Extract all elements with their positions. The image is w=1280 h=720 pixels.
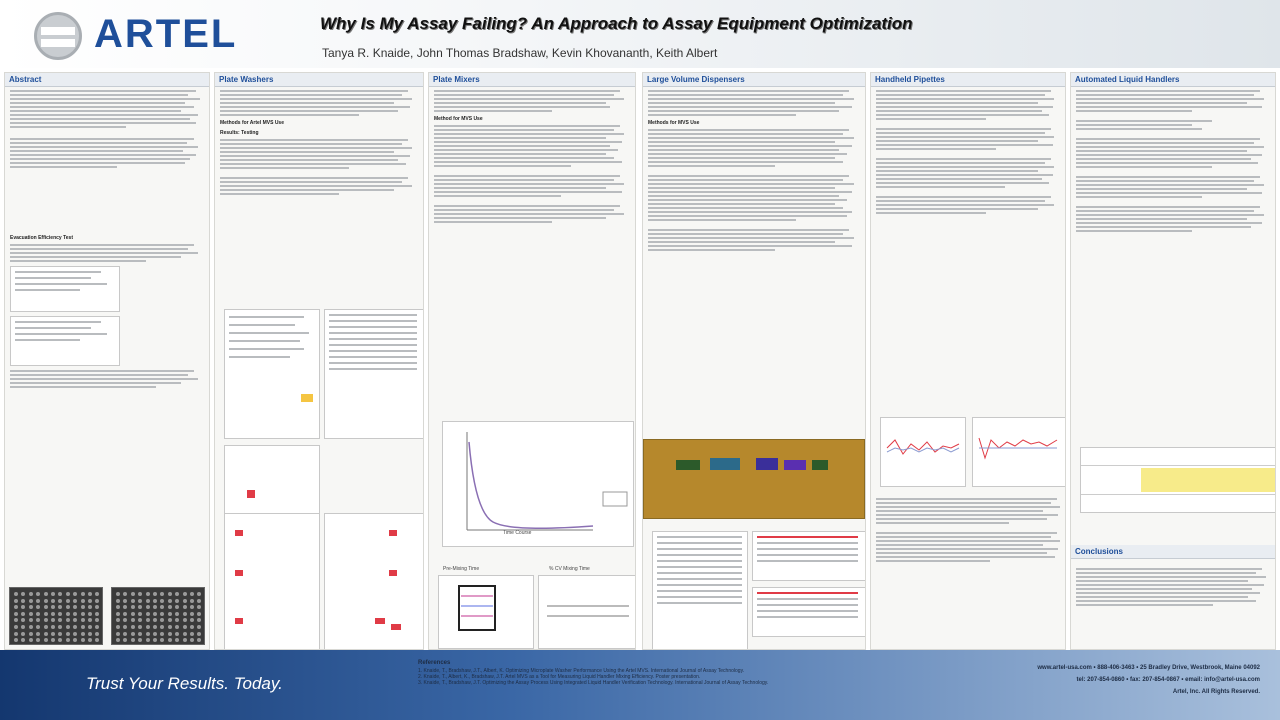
plate-well — [36, 632, 40, 636]
plate-well — [73, 612, 77, 616]
dispensers-methods-text — [648, 129, 860, 251]
plate-well — [29, 592, 33, 596]
plate-well — [44, 605, 48, 609]
plate-well — [36, 618, 40, 622]
mixing-time-chart — [438, 566, 534, 649]
plate-well — [183, 618, 187, 622]
artel-logo-text: ARTEL — [94, 12, 238, 56]
plate-well — [36, 625, 40, 629]
plate-well — [95, 638, 99, 642]
plate-well — [95, 632, 99, 636]
plate-well — [131, 618, 135, 622]
plate-well — [88, 612, 92, 616]
pipette-chart-1 — [880, 417, 966, 487]
plate-well — [14, 632, 18, 636]
plate-well — [21, 592, 25, 596]
plate-well — [123, 632, 127, 636]
washer-results-text — [220, 139, 418, 195]
plate-well — [73, 625, 77, 629]
tagline: Trust Your Results. Today. — [86, 674, 283, 693]
column-handheld-pipettes — [870, 72, 1066, 650]
plate-well — [146, 605, 150, 609]
plate-well — [66, 638, 70, 642]
plate-well — [88, 625, 92, 629]
mixing-time-plot — [439, 576, 533, 648]
plate-well — [183, 625, 187, 629]
plate-well — [197, 618, 201, 622]
plate-well — [190, 632, 194, 636]
plate-well — [58, 612, 62, 616]
plate-well — [73, 638, 77, 642]
contact-line-rights: Artel, Inc. All Rights Reserved. — [1172, 689, 1260, 695]
plate-well — [138, 625, 142, 629]
plate-well — [175, 592, 179, 596]
plate-well — [197, 625, 201, 629]
plate-well — [81, 618, 85, 622]
plate-well — [21, 638, 25, 642]
plate-well — [58, 625, 62, 629]
poster-header — [0, 0, 1280, 68]
plate-well — [160, 605, 164, 609]
plate-well — [14, 599, 18, 603]
plate-well — [73, 599, 77, 603]
plate-well — [146, 592, 150, 596]
plate-well — [21, 618, 25, 622]
plate-well — [58, 599, 62, 603]
plate-well — [168, 625, 172, 629]
section-heading-automated-liquid-handlers: Automated Liquid Handlers — [1071, 73, 1275, 87]
references-title: References — [418, 660, 451, 666]
poster-authors: Tanya R. Knaide, John Thomas Bradshaw, Kevin Khovananth, Keith Albert — [322, 46, 718, 60]
plate-well — [29, 605, 33, 609]
plate-well — [95, 605, 99, 609]
microplate-photo-1 — [9, 587, 103, 645]
plate-well — [29, 618, 33, 622]
plate-well — [44, 592, 48, 596]
column-large-volume-dispensers — [642, 72, 866, 650]
plate-well — [146, 625, 150, 629]
plate-well — [153, 605, 157, 609]
time-course-chart — [442, 421, 634, 547]
plate-well — [160, 625, 164, 629]
dispenser-results-table-2 — [752, 587, 866, 637]
plate-well — [190, 638, 194, 642]
plate-well — [123, 592, 127, 596]
plate-well — [81, 632, 85, 636]
plate-well — [66, 625, 70, 629]
contact-info — [900, 662, 1260, 698]
plate-well — [66, 599, 70, 603]
time-course-label: Time Course — [503, 530, 532, 536]
plate-well — [29, 612, 33, 616]
plate-well — [95, 625, 99, 629]
plate-well — [14, 618, 18, 622]
plate-well — [183, 605, 187, 609]
plate-well — [138, 618, 142, 622]
plate-well — [21, 605, 25, 609]
plate-well — [36, 599, 40, 603]
plate-well — [190, 625, 194, 629]
plate-well — [116, 612, 120, 616]
liquid-handler-results-table — [1080, 447, 1276, 513]
plate-well — [29, 625, 33, 629]
plate-well — [153, 625, 157, 629]
plate-well — [116, 618, 120, 622]
plate-well — [175, 599, 179, 603]
plate-well — [116, 632, 120, 636]
plate-well — [116, 638, 120, 642]
plate-well — [175, 605, 179, 609]
plate-well — [197, 612, 201, 616]
section-heading-handheld-pipettes: Handheld Pipettes — [871, 73, 1065, 87]
mixing-time-label: Pre-Mixing Time — [443, 566, 480, 572]
plate-well — [146, 612, 150, 616]
section-heading-plate-washers: Plate Washers — [215, 73, 423, 87]
plate-well — [14, 592, 18, 596]
plate-well — [168, 612, 172, 616]
plate-well — [88, 618, 92, 622]
plate-well — [168, 605, 172, 609]
plate-well — [153, 638, 157, 642]
plate-well — [160, 618, 164, 622]
plate-well — [153, 592, 157, 596]
plate-well — [153, 632, 157, 636]
plate-well — [197, 599, 201, 603]
plate-well — [58, 605, 62, 609]
plate-well — [160, 632, 164, 636]
plate-well — [123, 612, 127, 616]
plate-well — [123, 625, 127, 629]
contact-line-phone[interactable]: tel: 207-854-0860 • fax: 207-854-0867 • email: info@artel-usa.com — [1076, 677, 1260, 683]
subheading-method-mvs: Method for MVS Use — [434, 116, 483, 122]
plate-well — [138, 612, 142, 616]
plate-well — [44, 612, 48, 616]
washer-settings-table — [224, 309, 320, 439]
plate-well — [131, 592, 135, 596]
plate-well — [153, 612, 157, 616]
plate-well — [160, 638, 164, 642]
liquid-handlers-text — [1076, 90, 1270, 232]
plate-well — [183, 599, 187, 603]
plate-well — [190, 612, 194, 616]
plate-well — [146, 632, 150, 636]
plate-well — [175, 625, 179, 629]
plate-well — [131, 605, 135, 609]
plate-well — [21, 625, 25, 629]
plate-well — [29, 638, 33, 642]
plate-well — [73, 618, 77, 622]
plate-well — [131, 632, 135, 636]
plate-well — [88, 605, 92, 609]
plate-well — [58, 618, 62, 622]
plate-well — [138, 592, 142, 596]
plate-well — [116, 599, 120, 603]
pipette-plot-1 — [881, 418, 965, 486]
plate-well — [168, 592, 172, 596]
subheading-evacuation-efficiency: Evacuation Efficiency Test — [10, 235, 73, 241]
plate-well — [66, 592, 70, 596]
plate-well — [21, 612, 25, 616]
plate-well — [183, 638, 187, 642]
plate-well — [58, 592, 62, 596]
plate-well — [66, 632, 70, 636]
plate-well — [160, 599, 164, 603]
section-heading-abstract: Abstract — [5, 73, 209, 87]
plate-well — [88, 638, 92, 642]
plate-well — [51, 592, 55, 596]
cv-mixing-chart — [538, 566, 636, 649]
plate-well — [81, 592, 85, 596]
plate-well — [168, 599, 172, 603]
plate-well — [66, 612, 70, 616]
washer-map-1 — [224, 445, 320, 515]
plate-mixers-text — [434, 90, 630, 112]
evacuation-notes — [10, 370, 204, 388]
cv-mixing-label: % CV Mixing Time — [549, 566, 590, 572]
evacuation-text — [10, 244, 204, 262]
plate-well — [123, 618, 127, 622]
dispenser-results-table-1 — [752, 531, 866, 581]
plate-well — [190, 599, 194, 603]
plate-well — [66, 605, 70, 609]
plate-well — [131, 638, 135, 642]
plate-washers-text — [220, 90, 418, 116]
plate-well — [190, 592, 194, 596]
contact-line-website[interactable]: www.artel-usa.com • 888-406-3463 • 25 Bradley Drive, Westbrook, Maine 04092 — [1037, 665, 1260, 671]
conclusions-text — [1076, 566, 1272, 608]
plate-well — [14, 605, 18, 609]
section-heading-conclusions: Conclusions — [1071, 545, 1275, 559]
plate-well — [175, 632, 179, 636]
plate-well — [51, 625, 55, 629]
pipette-chart-2 — [972, 417, 1066, 487]
plate-well — [116, 592, 120, 596]
plate-well — [44, 638, 48, 642]
plate-well — [36, 605, 40, 609]
plate-well — [116, 625, 120, 629]
plate-well — [175, 612, 179, 616]
dispensers-text — [648, 90, 860, 116]
plate-well — [81, 605, 85, 609]
plate-well — [153, 618, 157, 622]
subheading-methods-washer: Methods for Artel MVS Use — [220, 120, 284, 126]
plate-well — [95, 599, 99, 603]
plate-well — [168, 638, 172, 642]
column-plate-mixers — [428, 72, 636, 650]
plate-well — [183, 592, 187, 596]
plate-well — [73, 632, 77, 636]
reference-item: 3. Knaide, T., Bradshaw, J.T. Optimizing the Assay Process Using Integrated Liquid Handler Verification Technology. International Journal of Assay Technology. — [418, 680, 769, 686]
plate-well — [81, 612, 85, 616]
microplate-photo-2 — [111, 587, 205, 645]
plate-well — [51, 618, 55, 622]
plate-well — [95, 618, 99, 622]
plate-well — [123, 599, 127, 603]
pipettes-text — [876, 90, 1060, 214]
subheading-results-washer: Results: Testing — [220, 130, 259, 136]
plate-well — [175, 638, 179, 642]
plate-well — [183, 632, 187, 636]
plate-well — [51, 612, 55, 616]
plate-well — [58, 632, 62, 636]
plate-well — [153, 599, 157, 603]
plate-well — [36, 638, 40, 642]
plate-well — [21, 632, 25, 636]
subheading-methods-mvs-use: Methods for MVS Use — [648, 120, 700, 126]
mvs-method-text — [434, 125, 630, 223]
evacuation-table-2 — [10, 316, 120, 366]
plate-well — [29, 599, 33, 603]
washer-heatmap-1 — [224, 513, 320, 650]
plate-well — [81, 625, 85, 629]
plate-well — [14, 625, 18, 629]
plate-well — [51, 605, 55, 609]
plate-well — [168, 618, 172, 622]
reference-item: 1. Knaide, T., Bradshaw, J.T., Albert, K. Optimizing Microplate Washer Performance Using the Artel MVS. International Journal of Assay Technology. — [418, 668, 745, 674]
abstract-text — [10, 90, 204, 168]
time-course-curve — [443, 422, 633, 546]
plate-well — [81, 599, 85, 603]
plate-well — [138, 638, 142, 642]
plate-well — [14, 638, 18, 642]
plate-well — [138, 599, 142, 603]
plate-well — [36, 592, 40, 596]
artel-logo-icon — [34, 12, 82, 60]
plate-well — [51, 599, 55, 603]
plate-well — [58, 638, 62, 642]
plate-well — [190, 605, 194, 609]
plate-well — [14, 612, 18, 616]
plate-well — [197, 592, 201, 596]
plate-well — [36, 612, 40, 616]
pipettes-notes — [876, 496, 1066, 564]
plate-well — [51, 638, 55, 642]
column-abstract — [4, 72, 210, 650]
column-plate-washers — [214, 72, 424, 650]
plate-well — [21, 599, 25, 603]
poster-footer — [0, 650, 1280, 720]
pipette-plot-2 — [973, 418, 1065, 486]
plate-well — [131, 612, 135, 616]
washer-data-table — [324, 309, 424, 439]
plate-well — [131, 625, 135, 629]
plate-well — [146, 638, 150, 642]
plate-well — [138, 632, 142, 636]
plate-well — [123, 638, 127, 642]
plate-well — [131, 599, 135, 603]
references — [418, 660, 888, 686]
plate-well — [88, 592, 92, 596]
evacuation-table-1 — [10, 266, 120, 312]
plate-well — [95, 592, 99, 596]
plate-well — [175, 618, 179, 622]
column-automated-liquid-handlers — [1070, 72, 1276, 650]
section-heading-plate-mixers: Plate Mixers — [429, 73, 635, 87]
plate-well — [44, 618, 48, 622]
plate-well — [88, 632, 92, 636]
plate-well — [183, 612, 187, 616]
plate-well — [138, 605, 142, 609]
reference-item: 2. Knaide, T., Albert, K., Bradshaw, J.T. Artel MVS as a Tool for Measuring Liquid Handler Mixing Efficiency. Poster presentation. — [418, 674, 701, 680]
plate-well — [123, 605, 127, 609]
plate-well — [190, 618, 194, 622]
plate-well — [44, 625, 48, 629]
plate-well — [146, 618, 150, 622]
plate-well — [160, 592, 164, 596]
dispenser-data-table — [652, 531, 748, 650]
plate-well — [88, 599, 92, 603]
plate-well — [81, 638, 85, 642]
plate-well — [44, 599, 48, 603]
cv-mixing-plot — [539, 576, 635, 648]
plate-well — [197, 605, 201, 609]
plate-well — [116, 605, 120, 609]
plate-well — [44, 632, 48, 636]
plate-well — [73, 605, 77, 609]
washer-heatmap-2 — [324, 513, 424, 650]
plate-well — [197, 638, 201, 642]
plate-well — [73, 592, 77, 596]
plate-well — [66, 618, 70, 622]
section-heading-large-volume-dispensers: Large Volume Dispensers — [643, 73, 865, 87]
plate-well — [160, 612, 164, 616]
dispenser-heatmap — [643, 439, 865, 519]
plate-well — [168, 632, 172, 636]
plate-well — [51, 632, 55, 636]
plate-well — [146, 599, 150, 603]
plate-well — [95, 612, 99, 616]
poster-title: Why Is My Assay Failing? An Approach to Assay Equipment Optimization — [320, 14, 913, 33]
plate-well — [197, 632, 201, 636]
plate-well — [29, 632, 33, 636]
